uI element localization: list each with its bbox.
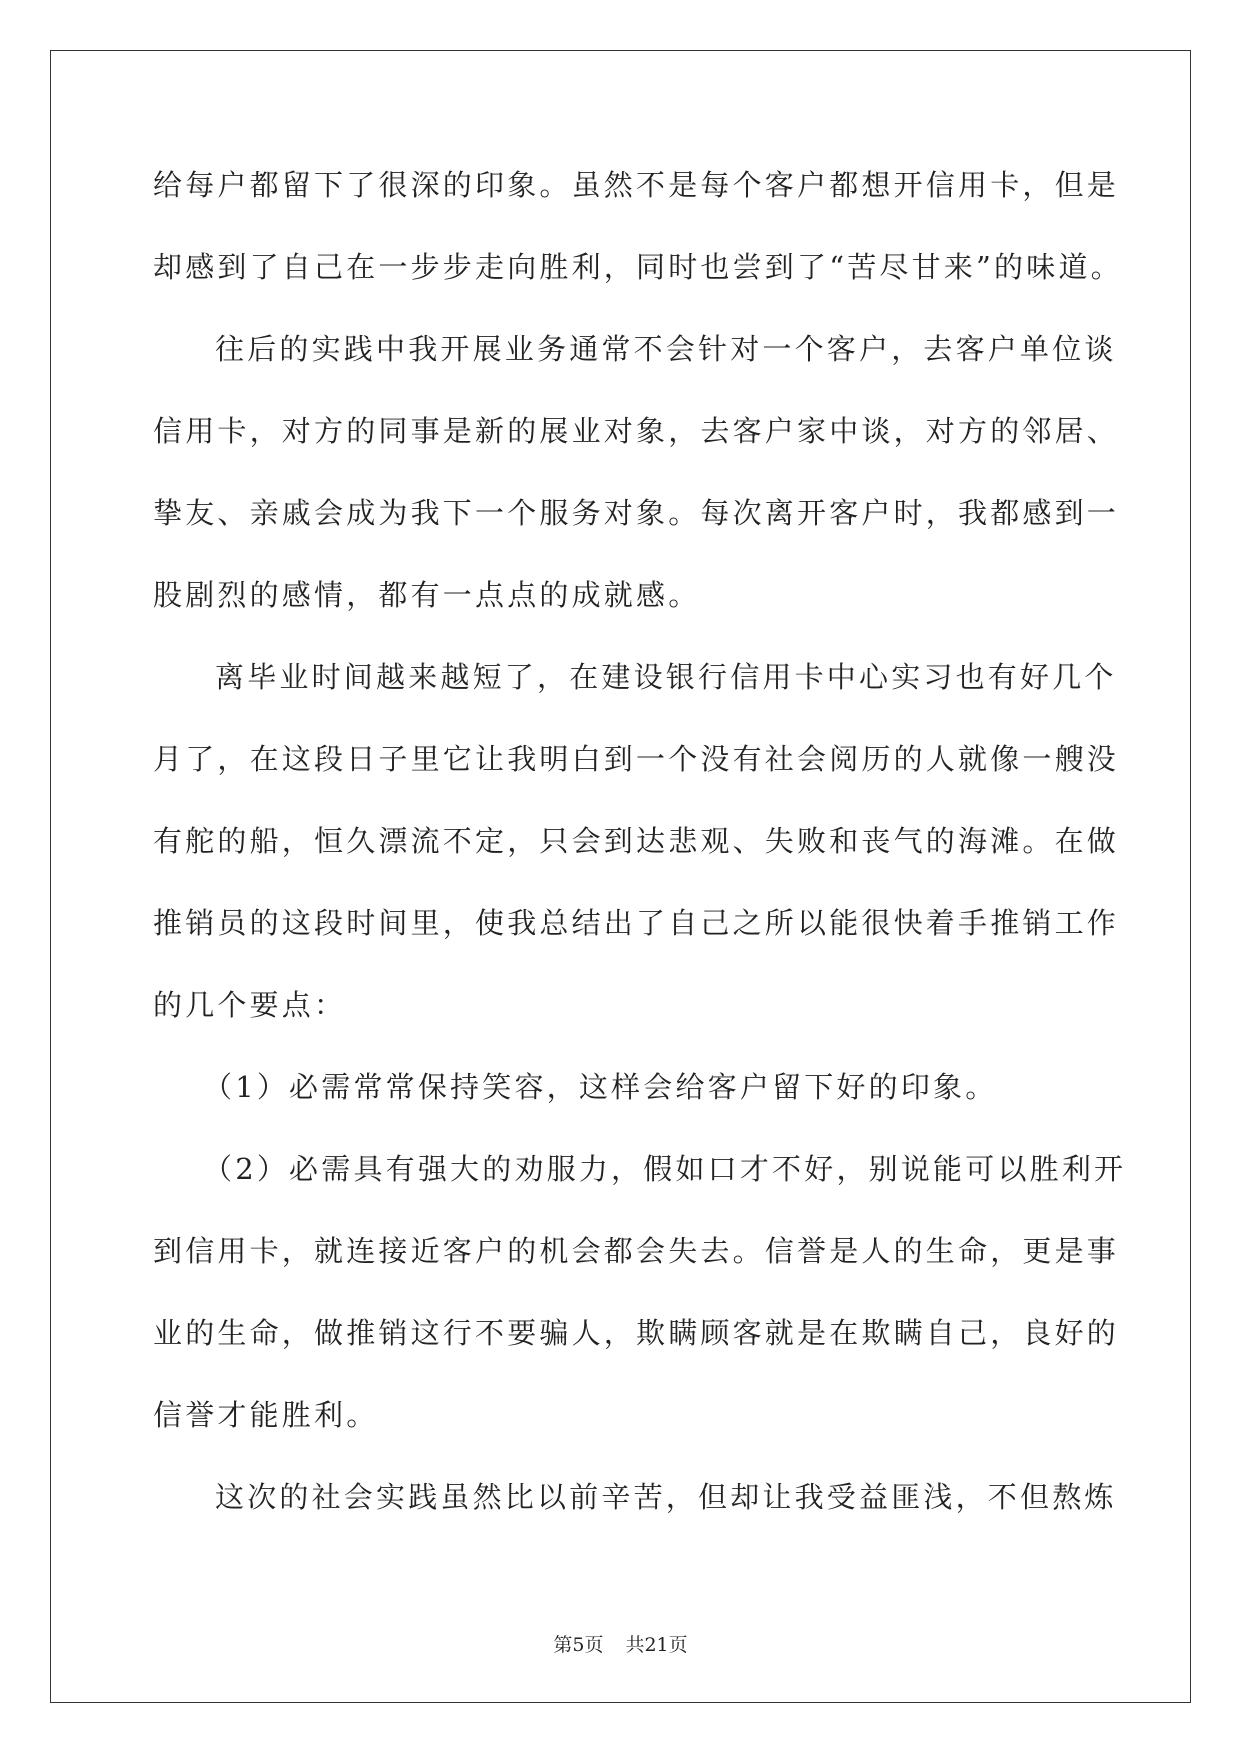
paragraph-line: 给每户都留下了很深的印象。虽然不是每个客户都想开信用卡，但是 — [153, 168, 1120, 202]
list-item-line: （1）必需常常保持笑容，这样会给客户留下好的印象。 — [203, 1070, 998, 1104]
paragraph-line: 到信用卡，就连接近客户的机会都会失去。信誉是人的生命，更是事 — [153, 1234, 1120, 1268]
paragraph-line: 的几个要点： — [153, 988, 347, 1022]
paragraph-line: 推销员的这段时间里，使我总结出了自己之所以能很快着手推销工作 — [153, 906, 1120, 940]
paragraph-line: 这次的社会实践虽然比以前辛苦，但却让我受益匪浅，不但熬炼 — [215, 1480, 1117, 1514]
document-body — [153, 160, 1127, 1554]
page-number-total: 共21页 — [625, 1634, 688, 1656]
paragraph-line: 离毕业时间越来越短了，在建设银行信用卡中心实习也有好几个 — [215, 660, 1117, 694]
paragraph-line: 业的生命，做推销这行不要骗人，欺瞒顾客就是在欺瞒自己，良好的 — [153, 1316, 1120, 1350]
paragraph-line: 往后的实践中我开展业务通常不会针对一个客户，去客户单位谈 — [215, 332, 1117, 366]
paragraph-line: 信誉才能胜利。 — [153, 1398, 379, 1432]
paragraph-line: 月了，在这段日子里它让我明白到一个没有社会阅历的人就像一艘没 — [153, 742, 1120, 776]
paragraph-line: 有舵的船，恒久漂流不定，只会到达悲观、失败和丧气的海滩。在做 — [153, 824, 1120, 858]
paragraph-line: 信用卡，对方的同事是新的展业对象，去客户家中谈，对方的邻居、 — [153, 414, 1120, 448]
paragraph-line: 却感到了自己在一步步走向胜利，同时也尝到了“苦尽甘来”的味道。 — [153, 250, 1123, 284]
page-footer — [0, 1632, 1241, 1658]
paragraph-line: 挚友、亲戚会成为我下一个服务对象。每次离开客户时，我都感到一 — [153, 496, 1120, 530]
page-number-current: 第5页 — [553, 1634, 604, 1656]
list-item-line: （2）必需具有强大的劝服力，假如口才不好，别说能可以胜利开 — [203, 1152, 1127, 1186]
paragraph-line: 股剧烈的感情，都有一点点的成就感。 — [153, 578, 701, 612]
